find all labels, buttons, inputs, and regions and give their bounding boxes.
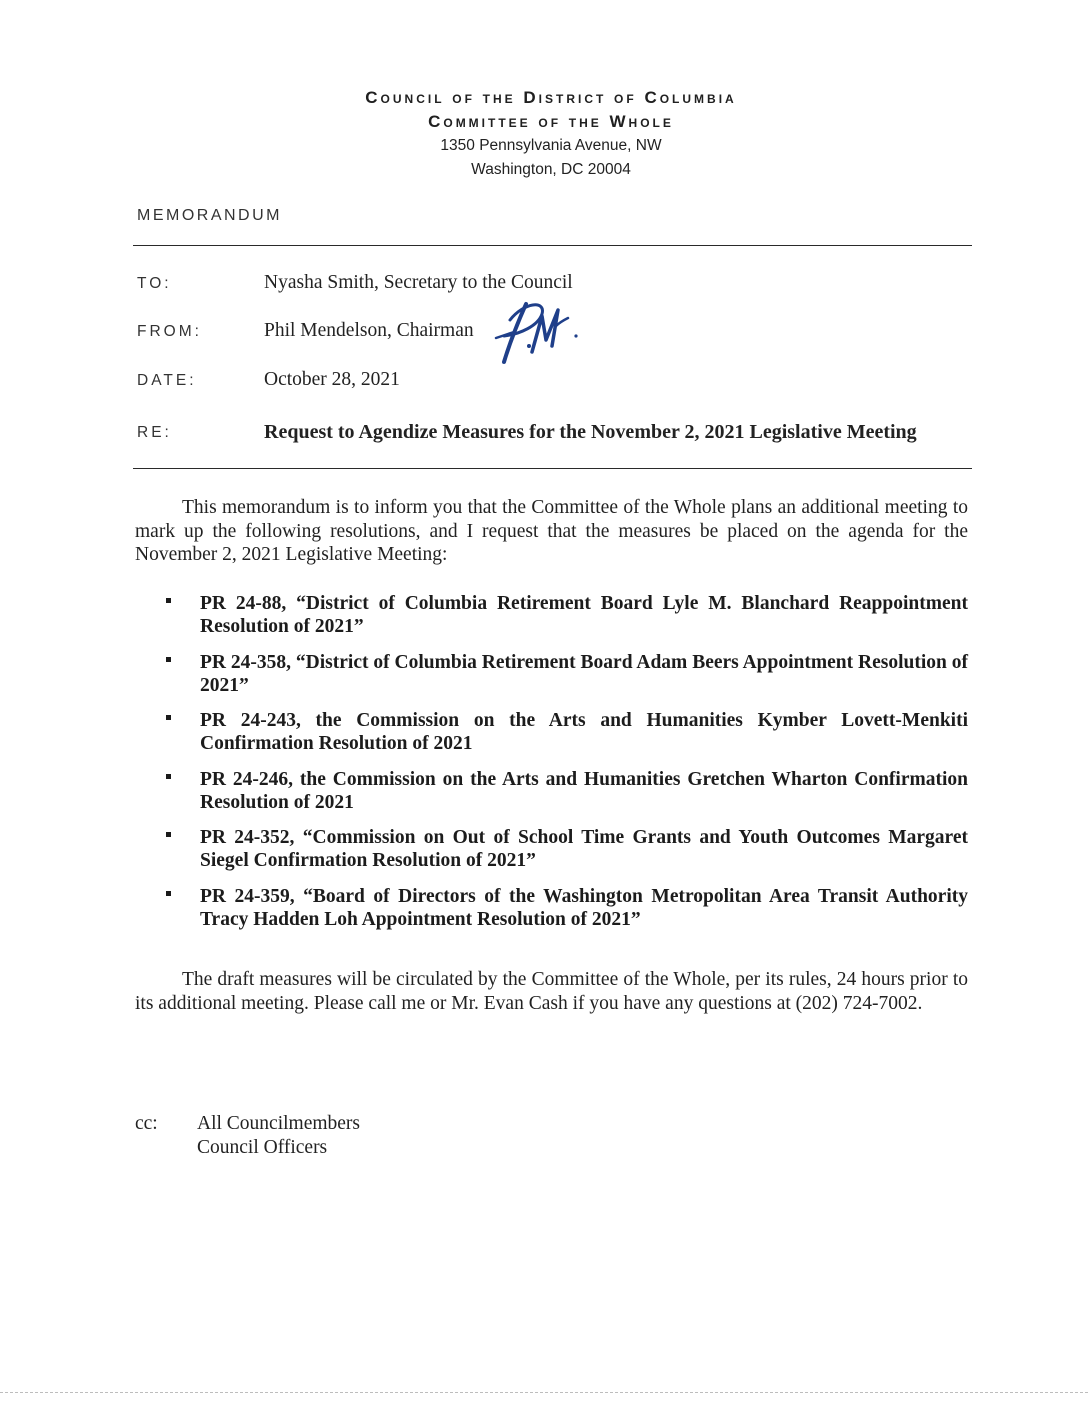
from-value: Phil Mendelson, Chairman [264,320,474,341]
header-bottom-divider [133,468,972,469]
closing-paragraph: The draft measures will be circulated by the Committee of the Whole, per its rules, 24 hours prior to its additional meeting. Please call me or Mr. Evan Cash if you have any questions at (202) 724-7002. [135,969,968,1014]
date-value: October 28, 2021 [264,369,400,390]
letterhead-committee: Committee of the Whole [428,112,674,131]
list-item [165,826,968,872]
list-item [165,592,968,638]
cc-recipient: Council Officers [197,1137,328,1158]
resolution-text: PR 24-243, the Commission on the Arts and Humanities Kymber Lovett-Menkiti Confirmation Resolution of 2021 [200,710,968,754]
to-label: TO: [137,275,172,292]
bullet-icon [166,891,171,896]
bullet-icon [166,715,171,720]
resolution-text: PR 24-359, “Board of Directors of the Washington Metropolitan Area Transit Authority Tracy Hadden Loh Appointment Resolution of 2021” [200,885,968,930]
resolution-text: PR 24-358, “District of Columbia Retirement Board Adam Beers Appointment Resolution of 2021” [200,651,968,696]
resolution-text: PR 24-246, the Commission on the Arts and Humanities Gretchen Wharton Confirmation Resolution of 2021 [200,768,968,813]
list-item [165,651,968,697]
list-item [165,709,968,755]
intro-paragraph: This memorandum is to inform you that the Committee of the Whole plans an additional meeting to mark up the following resolutions, and I request that the measures be placed on the agenda for the November 2, 2021 Legislative Meeting: [135,497,968,565]
resolution-list [165,592,968,943]
to-value: Nyasha Smith, Secretary to the Council [264,272,573,293]
letterhead-organization: Council of the District of Columbia [365,88,737,107]
letterhead-city-address: Washington, DC 20004 [471,161,631,178]
letterhead-street-address: 1350 Pennsylvania Avenue, NW [440,137,662,154]
cc-label: cc: [135,1113,158,1134]
memorandum-label: MEMORANDUM [137,207,282,224]
list-item [165,768,968,814]
bullet-icon [166,598,171,603]
re-subject: Request to Agendize Measures for the November 2, 2021 Legislative Meeting [264,421,917,443]
bullet-icon [166,774,171,779]
list-item [165,885,968,931]
cc-recipient: All Councilmembers [197,1113,361,1134]
scan-edge-line [0,1392,1088,1393]
date-label: DATE: [137,372,197,389]
header-top-divider [133,245,972,246]
resolution-text: PR 24-88, “District of Columbia Retirement Board Lyle M. Blanchard Reappointment Resolution of 2021” [200,593,968,637]
resolution-text: PR 24-352, “Commission on Out of School Time Grants and Youth Outcomes Margaret Siegel Confirmation Resolution of 2021” [200,827,968,871]
signature-initials [490,296,582,368]
from-label: FROM: [137,323,202,340]
bullet-icon [166,657,171,662]
bullet-icon [166,832,171,837]
re-label: RE: [137,424,172,441]
